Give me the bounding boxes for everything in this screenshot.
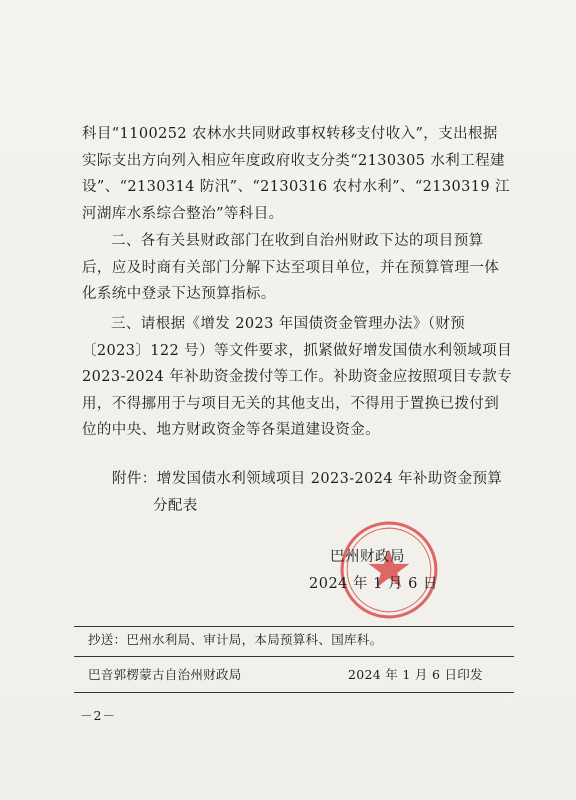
attachment-note — [112, 466, 512, 519]
divider-top — [74, 626, 514, 627]
body-paragraph-2: 二、各有关县财政部门在收到自治州财政下达的项目预算后，应及时商有关部门分解下达至项目单位，并在预算管理一体化系统中登录下达预算指标。 — [82, 233, 500, 302]
divider-middle — [74, 656, 514, 657]
official-seal — [338, 519, 440, 621]
attachment-line-1: 附件：增发国债水利领域项目 2023-2024 年补助资金预算 — [112, 471, 503, 487]
footer-issuer: 巴音郭楞蒙古自治州财政局 — [88, 667, 242, 682]
page-number: －2－ — [80, 708, 116, 723]
body-paragraph-1: 科目“1100252 农林水共同财政事权转移支付收入”，支出根据实际支出方向列入相应年度政府收支分类“2130305 水利工程建设”、“2130314 防汛”、“2130316 农村水利”、“2130319 江河湖库水系综合整治”等科目。 — [82, 126, 510, 222]
signature-org: 巴州财政局 — [330, 549, 405, 565]
signature-date: 2024 年 1 月 6 日 — [309, 576, 438, 592]
divider-bottom — [74, 692, 514, 693]
body-paragraph-3: 三、请根据《增发 2023 年国债资金管理办法》（财预〔2023〕122 号）等文件要求，抓紧做好增发国债水利领域项目 2023-2024 年补助资金拨付等工作。补助资金应按照项目专款专用，不得挪用于与项目无关的其他支出，不得用于置换已拨付到位的中央、地方财政资金等各渠道建设资金。 — [82, 316, 513, 438]
footer-print-date: 2024 年 1 月 6 日印发 — [348, 667, 483, 682]
cc-line: 抄送：巴州水利局、审计局，本局预算科、国库科。 — [88, 632, 383, 647]
attachment-line-2: 分配表 — [153, 497, 198, 514]
